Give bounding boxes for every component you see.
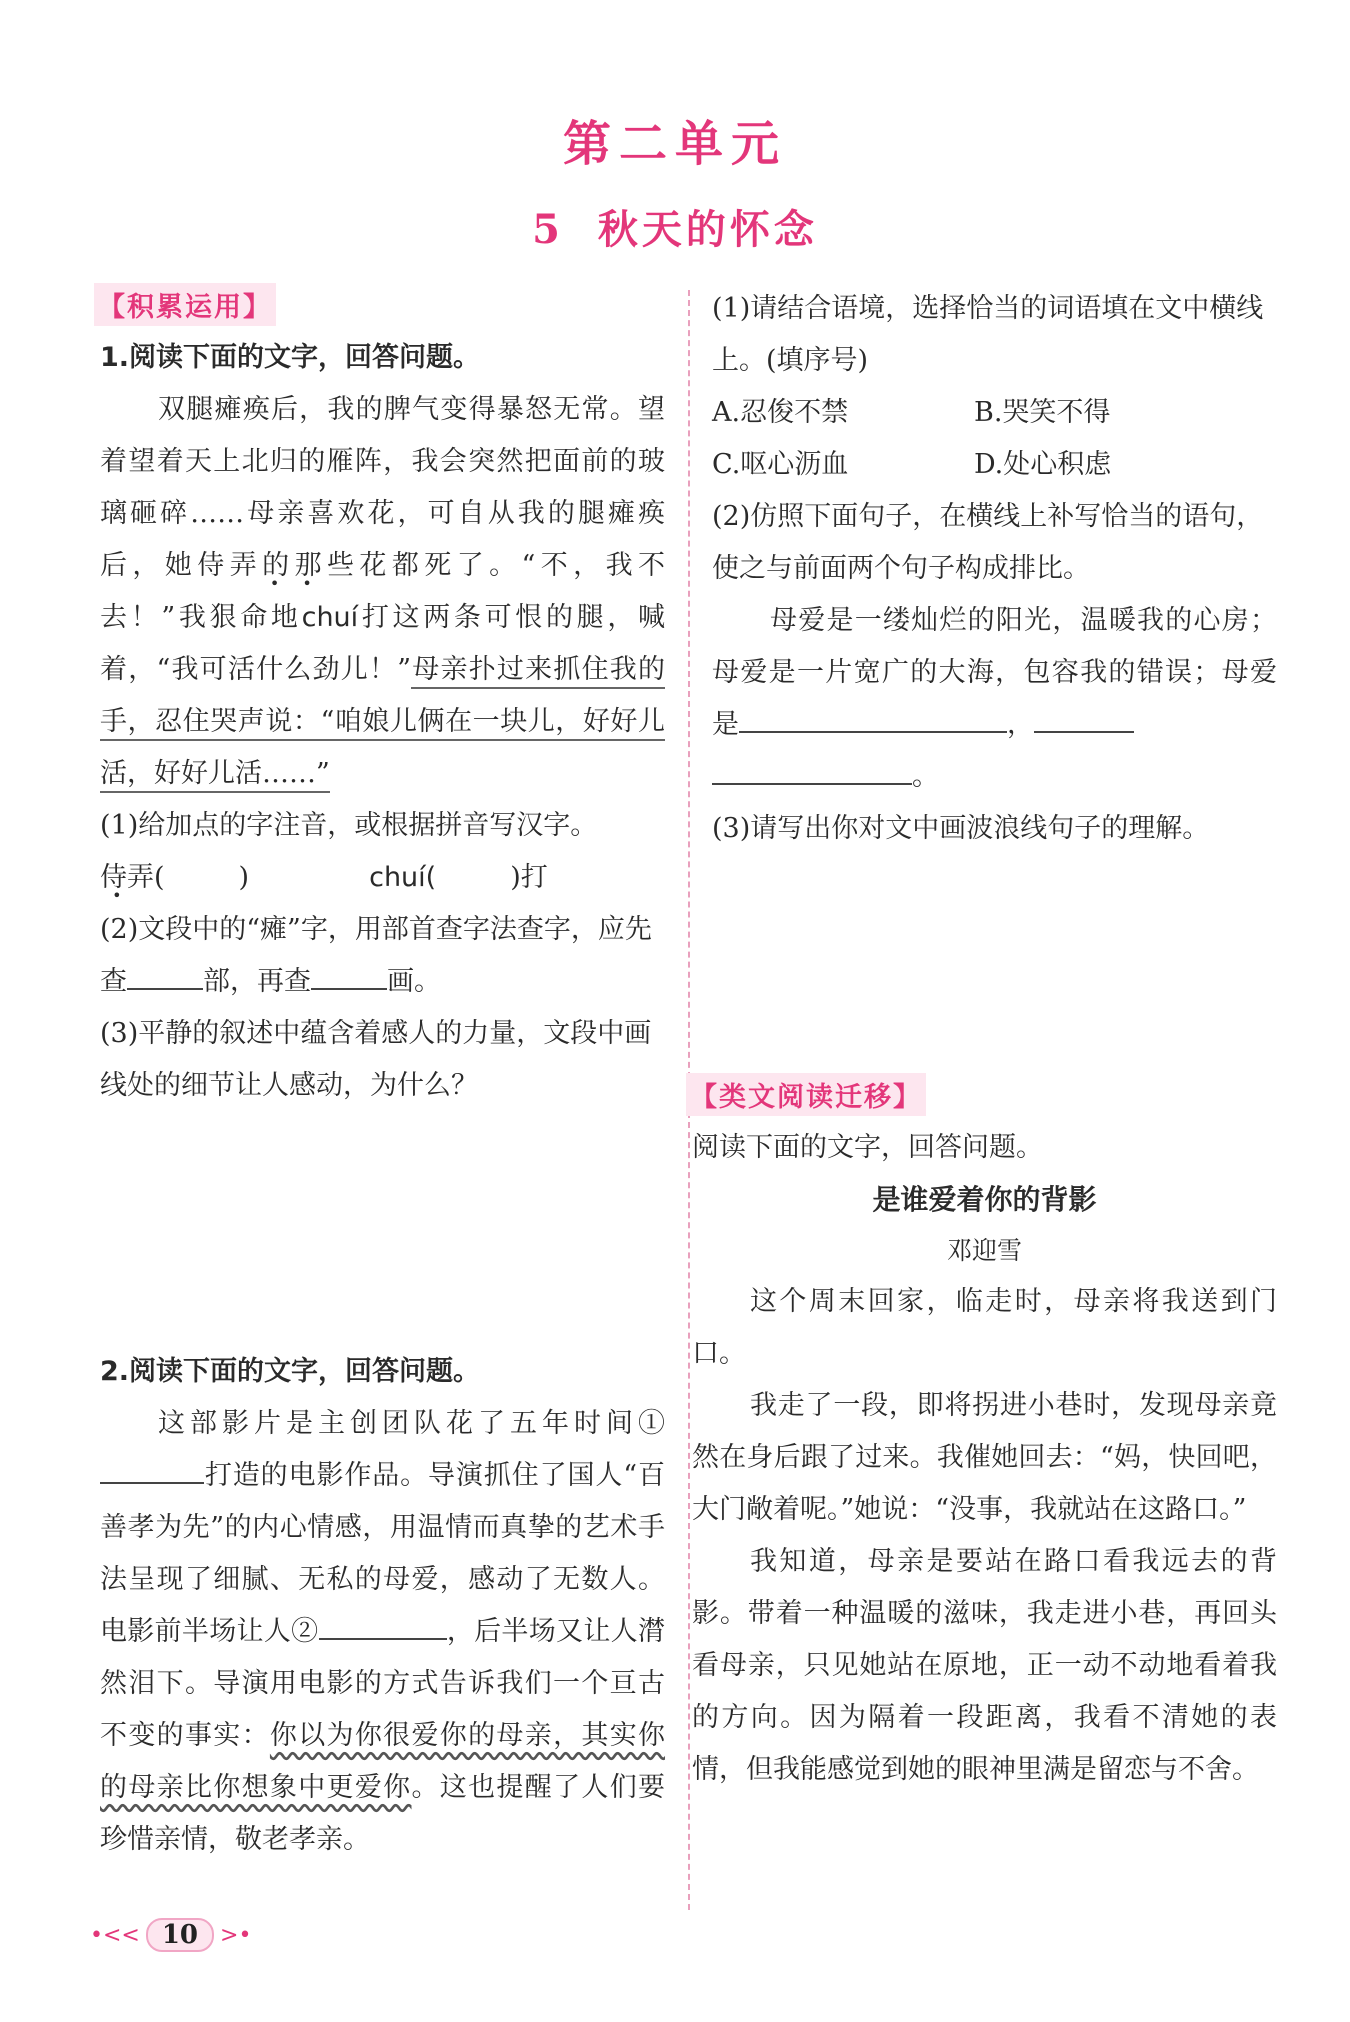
question-1-sub1: (1)给加点的字注音，或根据拼音写汉字。: [100, 810, 598, 841]
question-2-title: 2.阅读下面的文字，回答问题。: [100, 1356, 481, 1387]
question-2-sub3: (3)请写出你对文中画波浪线句子的理解。: [712, 813, 1210, 844]
answer-blank[interactable]: [1034, 703, 1134, 733]
page-number: 10: [146, 1918, 214, 1952]
question-1-sub1-answers: 侍弄( ) chuí( )打: [100, 862, 548, 893]
article-author: 邓迎雪: [946, 1236, 1022, 1265]
article-paragraph: 我走了一段，即将拐进小巷时，发现母亲竟然在身后跟了过来。我催她回去：“妈，快回吧，大门敞着呢。”她说：“没事，我就站在这路口。”: [692, 1390, 1277, 1525]
answer-space[interactable]: [100, 1112, 665, 1346]
option-b: B.哭笑不得: [974, 397, 1111, 428]
answer-blank-1[interactable]: [100, 1454, 204, 1484]
answer-space[interactable]: [712, 855, 1277, 1073]
footer-decoration-left: •<<: [90, 1922, 140, 1948]
article-paragraph: 我知道，母亲是要站在路口看我远去的背影。带着一种温暖的滋味，我走进小巷，再回头看母亲，只见她站在原地，正一动不动地看着我的方向。因为隔着一段距离，我看不清她的表情，但我能感觉到她的眼神里满是留恋与不舍。: [692, 1546, 1277, 1785]
page-footer: [90, 1918, 251, 1952]
underlined-sentence: 母亲扑过来抓住我的手，忍住哭声说：“咱娘儿俩在一块儿，好好儿活，好好儿活……”: [100, 654, 665, 793]
answer-blank[interactable]: [739, 703, 1007, 733]
question-1-passage: 双腿瘫痪后，我的脾气变得暴怒无常。望着望着天上北归的雁阵，我会突然把面前的玻璃砸碎……母亲喜欢花，可自从我的腿瘫痪后，她侍 •弄 •的那些花都死了。“不，我不去！”我狠命地chuí打这两条可恨的腿，喊着，“我可活什么劲儿！”母亲扑过来抓住我的手，忍住哭声说：“咱娘儿俩在一块儿，好好儿活，好好儿活……”: [100, 384, 665, 800]
answer-blank[interactable]: [127, 960, 203, 990]
footer-decoration-right: >•: [220, 1922, 252, 1948]
question-2-sub2: (2)仿照下面句子，在横线上补写恰当的语句，使之与前面两个句子构成排比。: [712, 501, 1264, 584]
dotted-char: 侍 •: [197, 550, 229, 581]
wavy-underlined-sentence: 你以为你很爱你的母亲，其实你的母亲比你想象中更爱你: [100, 1720, 666, 1803]
pinyin: chuí: [301, 602, 359, 633]
options-row-1: [712, 387, 1277, 439]
question-2-passage: 这部影片是主创团队花了五年时间①打造的电影作品。导演抓住了国人“百善孝为先”的内心情感，用温情而真挚的艺术手法呈现了细腻、无私的母爱，感动了无数人。电影前半场让人② ，后半场又让人潸然泪下。导演用电影的方式告诉我们一个亘古不变的事实：你以为你很爱你的母亲，其实你的母亲比你想象中更爱你。这也提醒了人们要珍惜亲情，敬老孝亲。: [100, 1408, 666, 1855]
left-column: [100, 283, 665, 1866]
question-1-sub2: (2)文段中的“瘫”字，用部首查字法查字，应先查 部，再查 画。: [100, 914, 652, 997]
parallel-example: 母爱是一缕灿烂的阳光，温暖我的心房；母爱是一片宽广的大海，包容我的错误；母爱是 ， 。: [712, 605, 1277, 792]
question-1-title: 1.阅读下面的文字，回答问题。: [100, 342, 481, 373]
answer-blank-2[interactable]: [319, 1610, 447, 1640]
lesson-number: 5: [532, 206, 564, 253]
section-label-accumulate: 【积累运用】: [94, 283, 276, 326]
lesson-name: 秋天的怀念: [597, 206, 818, 253]
section-label-reading: 【类文阅读迁移】: [686, 1073, 926, 1116]
answer-blank[interactable]: [311, 960, 387, 990]
answer-blank[interactable]: [712, 755, 912, 785]
options-row-2: [712, 439, 1277, 491]
article-paragraph: 这个周末回家，临走时，母亲将我送到门口。: [692, 1286, 1277, 1369]
option-c: C.呕心沥血: [712, 449, 849, 480]
option-d: D.处心积虑: [974, 449, 1112, 480]
option-a: A.忍俊不禁: [712, 397, 849, 428]
question-1-sub3: (3)平静的叙述中蕴含着感人的力量，文段中画线处的细节让人感动，为什么？: [100, 1018, 652, 1101]
dotted-char: 弄 •: [230, 550, 262, 581]
article-title: 是谁爱着你的背影: [872, 1183, 1097, 1216]
right-column: [690, 283, 1277, 1796]
lesson-title: [0, 198, 1350, 255]
reading-instruction: 阅读下面的文字，回答问题。: [692, 1132, 1043, 1163]
question-2-sub1: (1)请结合语境，选择恰当的词语填在文中横线上。(填序号): [712, 293, 1264, 376]
unit-title: 第二单元: [562, 116, 787, 172]
